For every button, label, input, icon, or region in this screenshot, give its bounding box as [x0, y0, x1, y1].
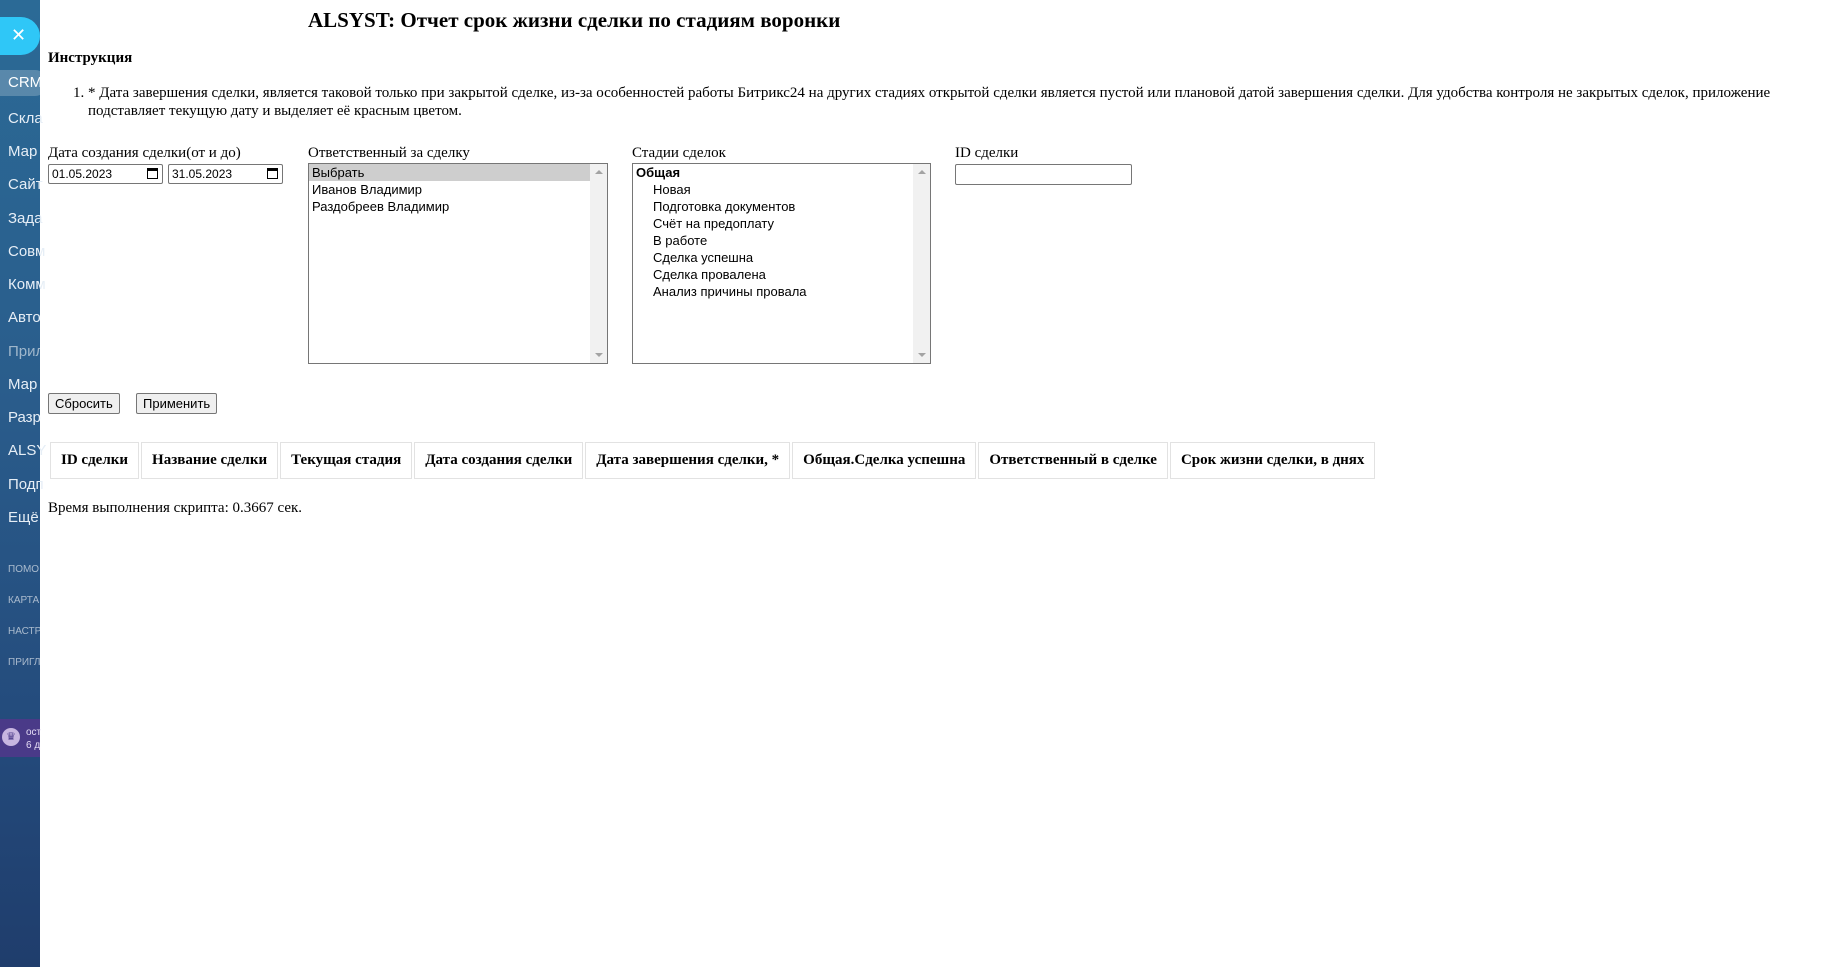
close-icon: ✕ — [11, 25, 27, 46]
sidebar-item-developers[interactable]: Разр — [8, 409, 41, 426]
stage-option[interactable]: Сделка успешна — [653, 250, 754, 265]
left-sidebar — [0, 0, 47, 967]
sidebar-item-subscription[interactable]: Подп — [8, 476, 44, 493]
sidebar-item-collab[interactable]: Совм — [8, 243, 46, 260]
stage-option[interactable]: Анализ причины провала — [653, 284, 807, 299]
trial-banner[interactable] — [0, 719, 40, 757]
execution-time: Время выполнения скрипта: 0.3667 сек. — [48, 500, 303, 516]
scroll-down-icon[interactable] — [595, 353, 603, 357]
sidebar-item-warehouse[interactable]: Скла — [8, 110, 43, 127]
column-header: Текущая стадия — [280, 442, 412, 479]
date-from-value: 01.05.2023 — [52, 167, 113, 181]
sidebar-item-apps[interactable]: Прил — [8, 343, 45, 360]
deal-id-label: ID сделки — [955, 145, 1019, 161]
column-header: ID сделки — [50, 442, 139, 479]
instruction-list — [48, 84, 1828, 120]
column-header: Дата создания сделки — [414, 442, 583, 479]
responsible-option[interactable]: Иванов Владимир — [312, 182, 423, 197]
instruction-item: 1. * Дата завершения сделки, является таковой только при закрытой сделке, из-за особенностей работы Битрикс24 на других стадиях открытой сделки является пустой или плановой датой завершения сделки. Для удобства контроля не закрытых сделок, приложение подставляет текущую дату и выделяет её красным цветом. — [88, 84, 1828, 120]
stage-option[interactable]: Подготовка документов — [653, 199, 796, 214]
scroll-down-icon[interactable] — [918, 353, 926, 357]
stages-label: Стадии сделок — [632, 145, 726, 161]
column-header: Дата завершения сделки, * — [585, 442, 790, 479]
column-header: Срок жизни сделки, в днях — [1170, 442, 1375, 479]
stages-listbox[interactable] — [632, 163, 931, 364]
calendar-icon[interactable] — [147, 168, 158, 179]
table-header-row — [50, 442, 1375, 479]
deal-id-input[interactable] — [955, 164, 1132, 185]
sidebar-link-help[interactable]: ПОМО — [8, 564, 40, 575]
stage-option[interactable]: Новая — [653, 182, 691, 197]
column-header: Ответственный в сделке — [978, 442, 1168, 479]
close-sidebar-button[interactable] — [0, 17, 40, 55]
listbox-scrollbar[interactable] — [913, 164, 930, 363]
results-table — [48, 440, 1377, 481]
apply-button[interactable]: Применить — [136, 393, 217, 414]
trial-line-2: 6 д — [26, 740, 41, 751]
responsible-option[interactable]: Выбрать — [309, 164, 590, 181]
sidebar-link-invite[interactable]: ПРИГЛ — [8, 657, 41, 668]
page-title: ALSYST: Отчет срок жизни сделки по стадиям воронки — [308, 8, 841, 32]
listbox-scrollbar[interactable] — [590, 164, 607, 363]
date-from-input[interactable] — [48, 164, 163, 184]
responsible-label: Ответственный за сделку — [308, 145, 470, 161]
stage-option[interactable]: В работе — [653, 233, 708, 248]
stage-option[interactable]: Сделка провалена — [653, 267, 766, 282]
scroll-up-icon[interactable] — [918, 170, 926, 174]
stage-group-label: Общая — [636, 165, 681, 180]
sidebar-item-tasks[interactable]: Зада — [8, 210, 43, 227]
sidebar-item-market[interactable]: Мар — [8, 376, 38, 393]
sidebar-item-crm[interactable]: CRM — [0, 70, 48, 96]
sidebar-link-settings[interactable]: НАСТР — [8, 626, 42, 637]
responsible-option[interactable]: Раздобреев Владимир — [312, 199, 450, 214]
responsible-listbox[interactable] — [308, 163, 608, 364]
sidebar-item-marketing[interactable]: Мар — [8, 143, 38, 160]
column-header: Название сделки — [141, 442, 278, 479]
main-content — [40, 0, 1795, 967]
sidebar-item-automation[interactable]: Авто — [8, 309, 41, 326]
reset-button[interactable]: Сбросить — [48, 393, 120, 414]
sidebar-item-company[interactable]: Комм — [8, 276, 46, 293]
scroll-up-icon[interactable] — [595, 170, 603, 174]
stage-option[interactable]: Счёт на предоплату — [653, 216, 775, 231]
trial-line-1: ост — [26, 727, 42, 738]
calendar-icon[interactable] — [267, 168, 278, 179]
sidebar-item-more[interactable]: Ещё — [8, 509, 39, 526]
sidebar-link-map[interactable]: КАРТА — [8, 595, 40, 606]
instruction-title: Инструкция — [48, 50, 133, 66]
sidebar-item-alsyst[interactable]: ALSY — [8, 442, 47, 459]
column-header: Общая.Сделка успешна — [792, 442, 976, 479]
date-to-value: 31.05.2023 — [172, 167, 233, 181]
crown-icon: ♛ — [2, 728, 20, 746]
date-to-input[interactable] — [168, 164, 283, 184]
trial-text — [26, 726, 41, 752]
date-filter-label: Дата создания сделки(от и до) — [48, 145, 241, 161]
sidebar-item-sites[interactable]: Сайт — [8, 176, 43, 193]
